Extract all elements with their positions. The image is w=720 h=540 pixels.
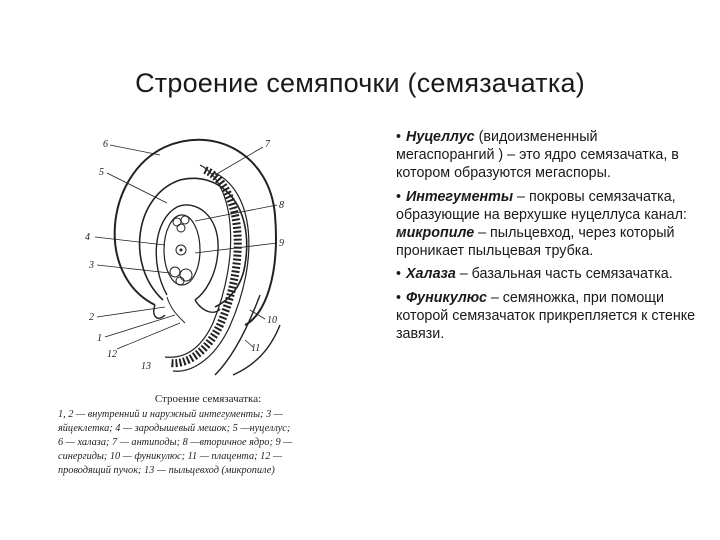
definitions-list: [396, 128, 696, 348]
caption-line: синергиды; 10 — фуникулюс; 11 — плацента; 12 —: [58, 451, 283, 462]
label-9: 9: [279, 238, 284, 249]
definition-text: – покровы семязачатка, образующие на верхушке нуцеллуса канал:: [396, 188, 687, 223]
definition-text: – семяножка, при помощи которой семязачаток прикрепляется к стенке завязи.: [396, 289, 696, 343]
definition-text: – базальная часть семязачатка.: [455, 266, 673, 283]
bullet: •: [396, 266, 402, 283]
label-12: 12: [107, 349, 117, 360]
label-1: 1: [97, 333, 102, 344]
caption-line: 6 — халаза; 7 — антиподы; 8 —вторичное ядро; 9 —: [58, 437, 293, 448]
label-7: 7: [265, 139, 270, 150]
label-3: 3: [89, 260, 94, 271]
slide-title: Строение семяпочки (семязачатка): [135, 68, 585, 99]
antipode-cell: [177, 224, 185, 232]
definition-text: – пыльцевход, через который проникает пыльцевая трубка.: [396, 225, 675, 260]
label-5: 5: [99, 167, 104, 178]
ovule-diagram: [55, 125, 355, 395]
caption-title: Строение семязачатка:: [154, 393, 262, 405]
term-chalaza: Халаза: [406, 266, 456, 283]
caption-line: яйцеклетка; 4 — зародышевый мешок; 5 —нуцеллус;: [58, 423, 291, 434]
term-micropyle: микропиле: [396, 225, 475, 242]
egg-cell: [180, 269, 192, 281]
outer-integument: [115, 140, 276, 325]
antipode-cell: [181, 216, 189, 224]
caption-line: 1, 2 — внутренний и наружный интегументы; 3 —: [58, 409, 283, 420]
antipode-cell: [173, 218, 181, 226]
label-8: 8: [279, 200, 284, 211]
definition-nucellus: [396, 128, 696, 183]
definition-integuments: [396, 188, 696, 261]
term-funiculus: Фуникулюс: [406, 289, 487, 306]
caption-line: проводящий пучок; 13 — пыльцевход (микропиле): [58, 465, 275, 476]
synergid: [170, 267, 180, 277]
label-4: 4: [85, 232, 90, 243]
definition-chalaza: [396, 265, 696, 283]
bullet: •: [396, 188, 402, 205]
label-13: 13: [141, 361, 151, 372]
figure-caption: [58, 392, 348, 478]
definition-funiculus: [396, 289, 696, 344]
bullet: •: [396, 289, 402, 306]
label-10: 10: [267, 315, 277, 326]
vascular-bundle: [170, 170, 238, 363]
bullet: •: [396, 129, 402, 145]
label-11: 11: [251, 343, 261, 354]
nucellus: [156, 205, 218, 300]
label-2: 2: [89, 312, 94, 323]
synergid: [176, 277, 184, 285]
ovule-drawing: [55, 125, 355, 395]
label-6: 6: [103, 139, 108, 150]
term-nucellus: Нуцеллус: [406, 129, 475, 145]
definition-text: (видоизмененный мегаспорангий ) – это ядро семязачатка, в котором образуются мегаспоры.: [396, 129, 679, 182]
term-integuments: Интегументы: [406, 188, 514, 205]
